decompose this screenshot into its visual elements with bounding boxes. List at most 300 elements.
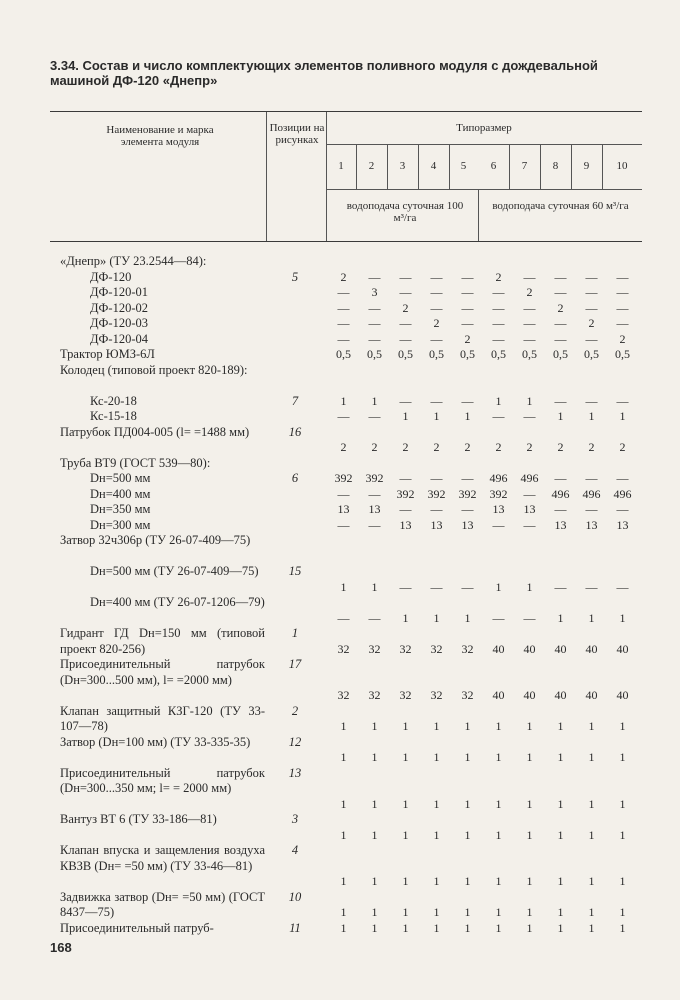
row-value-7: 2 [526,285,533,299]
row-value-9: 1 [588,719,595,733]
row-value-6: 1 [495,393,502,408]
row-value-10: — [616,285,629,299]
row-value-8: 1 [557,750,564,764]
row-value-4: 0,5 [429,347,444,361]
row-value-10: — [616,316,629,330]
header-position: Позиции на рисунках [269,122,325,146]
row-value-1: — [337,409,350,423]
row-value-1: 1 [340,579,347,594]
row-value-7: 1 [526,393,533,408]
row-value-10: 0,5 [615,347,630,361]
row-value-4: — [430,471,443,485]
row-value-5: — [461,269,474,284]
row-value-8: 1 [557,409,564,423]
row-position: 3 [291,812,299,826]
table-row [0,254,680,270]
row-value-8: 1 [557,719,564,733]
row-value-5: 1 [464,920,471,935]
row-value-4: — [430,393,443,408]
row-value-10: — [616,393,629,408]
row-value-5: 1 [464,905,471,919]
row-name: ДФ-120-04 [90,331,148,346]
row-value-1: 0,5 [336,347,351,361]
row-value-9: 1 [588,750,595,764]
table-row [0,363,680,394]
row-value-3: 32 [399,641,412,656]
header-digit-5: 5 [460,160,467,172]
row-name: Присоединительный патрубок (Dн=300...350 мм; l= = 2000 мм) [60,765,265,795]
row-name: Dн=300 мм [90,517,151,532]
row-value-6: 496 [489,471,508,485]
row-value-10: 1 [619,719,626,733]
row-value-9: 2 [588,316,595,330]
row-value-7: 40 [523,641,536,656]
row-value-3: 0,5 [398,347,413,361]
row-value-9: 2 [588,440,595,454]
row-value-2: — [368,269,381,284]
row-name: Dн=500 мм [90,471,151,485]
row-value-8: — [554,316,567,330]
row-value-8: 1 [557,610,564,625]
row-position: 11 [289,920,301,935]
row-value-5: 1 [464,610,471,625]
row-value-3: — [399,285,412,299]
row-value-5: 32 [461,641,474,656]
row-value-8: — [554,502,567,516]
row-value-2: — [368,331,381,346]
row-value-4: 32 [430,641,443,656]
row-value-7: 40 [523,688,536,702]
row-value-8: 1 [557,796,564,811]
table-row [0,766,680,813]
row-value-8: 0,5 [553,347,568,361]
row-value-6: 392 [489,486,508,501]
table-row [0,812,680,843]
row-value-5: — [461,300,474,315]
row-value-10: — [616,300,629,315]
row-value-3: 1 [402,874,409,888]
row-value-10: 1 [619,750,626,764]
table-row [0,518,680,534]
row-value-2: 1 [371,393,378,408]
row-name: ДФ-120-01 [90,285,148,299]
row-value-7: 2 [526,440,533,454]
row-value-7: 1 [526,874,533,888]
row-value-8: — [554,285,567,299]
row-value-10: 1 [619,827,626,842]
row-value-7: 1 [526,719,533,733]
row-value-4: 1 [433,796,440,811]
row-name: Клапан впуска и защемления воздуха КВЗВ (Dн= =50 мм) (ТУ 33-46—81) [60,843,265,873]
row-value-9: — [585,471,598,485]
header-digit-8: 8 [552,160,559,172]
row-value-4: 1 [433,750,440,764]
header-digit-2: 2 [368,160,375,172]
row-value-9: 1 [588,610,595,625]
row-value-5: — [461,471,474,485]
row-value-6: 13 [492,502,505,516]
row-value-6: 1 [495,750,502,764]
row-value-6: 0,5 [491,347,506,361]
row-value-4: 1 [433,610,440,625]
row-value-5: 2 [464,440,471,454]
row-value-9: — [585,502,598,516]
row-value-3: 1 [402,719,409,733]
row-value-5: — [461,285,474,299]
row-value-8: 1 [557,905,564,919]
table-row [0,704,680,735]
row-value-2: 1 [371,827,378,842]
row-value-2: 2 [371,440,378,454]
row-value-5: 1 [464,796,471,811]
row-value-3: 1 [402,827,409,842]
row-position: 13 [288,765,302,780]
row-value-7: — [523,517,536,532]
row-value-3: 1 [402,796,409,811]
row-position: 10 [288,889,302,904]
row-value-1: 1 [340,920,347,935]
row-value-2: — [368,610,381,625]
header-digit-1: 1 [338,160,344,172]
row-value-10: — [616,502,629,516]
table-row [0,890,680,921]
row-value-3: 32 [399,688,412,702]
row-value-10: 1 [619,610,626,625]
row-value-2: — [368,316,381,330]
row-value-10: 1 [619,409,626,423]
row-value-3: 1 [402,409,409,423]
row-value-5: — [461,502,474,516]
row-value-9: 1 [588,874,595,888]
row-value-4: 32 [430,688,443,702]
row-value-6: 1 [495,905,502,919]
row-value-4: — [430,300,443,315]
row-name: Колодец (типовой проект 820-189): [60,362,248,377]
row-value-5: 1 [464,750,471,764]
row-value-7: 1 [526,827,533,842]
row-value-7: 1 [526,905,533,919]
row-value-9: 40 [585,688,598,702]
row-value-4: 2 [433,316,440,330]
row-value-10: — [616,579,629,594]
row-value-4: 1 [433,719,440,733]
row-value-5: 1 [464,409,471,423]
row-value-3: 2 [402,300,409,315]
row-value-4: 1 [433,905,440,919]
table-row [0,471,680,487]
row-name: ДФ-120-02 [90,300,148,315]
row-value-7: — [523,486,536,501]
row-value-1: — [337,486,350,501]
row-value-5: 1 [464,827,471,842]
header-digit-6: 6 [490,160,497,172]
row-value-7: — [523,409,536,423]
row-name: Труба ВТ9 (ГОСТ 539—80): [60,455,211,470]
row-name: Патрубок ПД004-005 (l= =1488 мм) [60,424,250,439]
row-value-2: 0,5 [367,347,382,361]
table-row [0,487,680,503]
row-value-2: — [368,409,381,423]
row-value-6: — [492,409,505,423]
row-value-3: — [399,316,412,330]
row-value-8: — [554,471,567,485]
row-value-7: — [523,610,536,625]
row-value-4: 13 [430,517,443,532]
header-digit-3: 3 [399,160,406,172]
row-position: 17 [288,657,302,671]
row-name: Задвижка затвор (Dн= =50 мм) (ГОСТ 8437—75) [60,889,265,919]
row-value-2: 32 [368,641,381,656]
row-value-2: 1 [371,796,378,811]
row-value-4: 1 [433,920,440,935]
row-value-6: — [492,316,505,330]
row-value-1: 1 [340,905,347,919]
table-row [0,502,680,518]
row-value-1: — [337,517,350,532]
row-value-4: 1 [433,827,440,842]
row-value-6: — [492,517,505,532]
row-value-10: 496 [613,486,632,501]
row-value-2: 1 [371,719,378,733]
row-value-10: 1 [619,796,626,811]
table-row [0,843,680,890]
row-value-1: 392 [334,471,353,485]
row-value-1: 1 [340,750,347,764]
table-row [0,921,680,937]
row-value-6: — [492,285,505,299]
row-name: Гидрант ГД Dн=150 мм (типовой проект 820-256) [60,626,265,656]
row-value-1: — [337,316,350,330]
row-value-9: 1 [588,905,595,919]
row-value-2: 32 [368,688,381,702]
row-value-1: — [337,610,350,625]
row-name: Затвор (Dн=100 мм) (ТУ 33-335-35) [60,734,251,749]
row-value-9: — [585,269,598,284]
row-value-1: 32 [337,688,350,702]
table-row [0,595,680,626]
row-value-1: 2 [340,269,347,284]
row-value-4: — [430,502,443,516]
row-value-9: 1 [588,920,595,935]
row-name: «Днепр» (ТУ 23.2544—84): [60,254,207,268]
row-value-6: 1 [495,827,502,842]
row-name: Затвор 32ч306р (ТУ 26-07-409—75) [60,533,251,547]
row-value-9: 13 [585,517,598,532]
row-position: 15 [288,564,302,578]
row-value-4: 392 [427,486,446,501]
row-value-8: 496 [551,486,570,501]
row-value-9: — [585,285,598,299]
row-value-9: — [585,300,598,315]
row-value-5: — [461,579,474,594]
row-value-6: 40 [492,688,505,702]
row-value-7: 1 [526,920,533,935]
row-value-10: 40 [616,688,629,702]
table-row [0,626,680,657]
row-value-4: — [430,579,443,594]
row-name: Присоединительный патрубок (Dн=300...500 мм), l= =2000 мм) [60,657,265,687]
table-row [0,332,680,348]
row-value-1: 2 [340,440,347,454]
row-value-9: 1 [588,827,595,842]
row-value-8: — [554,393,567,408]
table-row [0,285,680,301]
row-value-9: — [585,331,598,346]
row-position: 2 [291,703,299,718]
table-row [0,316,680,332]
row-value-6: — [492,300,505,315]
row-value-5: 1 [464,874,471,888]
row-value-7: 1 [526,750,533,764]
row-value-5: 32 [461,688,474,702]
row-value-4: — [430,331,443,346]
row-value-2: — [368,486,381,501]
row-value-9: 496 [582,486,601,501]
row-value-2: 392 [365,471,384,485]
row-value-8: — [554,331,567,346]
row-value-8: 1 [557,827,564,842]
row-value-4: — [430,285,443,299]
row-value-1: — [337,300,350,315]
row-value-2: 3 [371,285,378,299]
table-row [0,347,680,363]
row-position: 7 [291,393,299,408]
table-row [0,564,680,595]
row-value-3: 13 [399,517,412,532]
row-name: Присоединительный патруб- [60,920,214,935]
row-value-5: 0,5 [460,347,475,361]
row-value-1: 1 [340,719,347,733]
row-value-9: — [585,393,598,408]
row-value-3: 2 [402,440,409,454]
row-value-3: — [399,393,412,408]
table-row [0,533,680,564]
row-value-1: — [337,285,350,299]
row-value-4: 1 [433,409,440,423]
row-value-1: — [337,331,350,346]
row-value-5: 2 [464,331,471,346]
row-name: Dн=500 мм (ТУ 26-07-409—75) [90,564,259,578]
row-name: Клапан защитный КЗГ-120 (ТУ 33-107—78) [60,703,265,733]
row-position: 12 [288,734,302,749]
row-value-7: — [523,300,536,315]
row-value-10: — [616,269,629,284]
row-value-10: 1 [619,874,626,888]
row-value-5: — [461,393,474,408]
page-number: 168 [50,940,72,955]
row-value-3: — [399,269,412,284]
row-value-6: — [492,610,505,625]
row-value-8: 40 [554,688,567,702]
row-value-7: 1 [526,579,533,594]
row-value-3: — [399,471,412,485]
row-position: 4 [291,843,299,857]
row-value-6: — [492,331,505,346]
row-value-6: 1 [495,874,502,888]
row-value-9: 1 [588,409,595,423]
row-name: Кс-20-18 [90,393,137,408]
row-value-7: 496 [520,471,539,485]
row-value-1: 32 [337,641,350,656]
row-value-2: 1 [371,920,378,935]
row-value-6: 1 [495,920,502,935]
row-value-7: — [523,331,536,346]
row-value-4: 2 [433,440,440,454]
header-digit-7: 7 [521,160,528,172]
table-row [0,270,680,286]
row-name: Вантуз ВТ 6 (ТУ 33-186—81) [60,812,217,826]
row-value-3: — [399,579,412,594]
row-value-8: 13 [554,517,567,532]
row-value-2: 13 [368,502,381,516]
row-value-3: 392 [396,486,415,501]
row-value-2: — [368,517,381,532]
row-value-10: 13 [616,517,629,532]
table-row [0,409,680,425]
header-group-100: водоподача суточная 100 м³/га [346,200,464,224]
row-name: Трактор ЮМЗ-6Л [60,347,155,361]
row-name: Dн=400 мм [90,486,151,501]
row-value-3: 1 [402,920,409,935]
row-value-3: 1 [402,610,409,625]
row-value-8: — [554,269,567,284]
row-value-6: 1 [495,719,502,733]
table-row [0,301,680,317]
row-value-6: 1 [495,796,502,811]
row-value-10: 40 [616,641,629,656]
row-value-2: 1 [371,579,378,594]
row-value-1: 1 [340,796,347,811]
row-name: ДФ-120-03 [90,316,148,330]
row-value-10: 2 [619,331,626,346]
row-name: Кс-15-18 [90,409,137,423]
row-value-10: — [616,471,629,485]
row-value-8: 40 [554,641,567,656]
table-row [0,657,680,704]
row-value-7: 1 [526,796,533,811]
row-value-8: 1 [557,874,564,888]
row-value-2: 1 [371,874,378,888]
row-value-9: 40 [585,641,598,656]
row-value-7: 13 [523,502,536,516]
row-value-1: 1 [340,393,347,408]
row-value-3: 1 [402,750,409,764]
row-name: ДФ-120 [90,269,132,284]
row-value-8: — [554,579,567,594]
header-types: Типоразмер [456,122,512,134]
row-value-9: 0,5 [584,347,599,361]
row-value-2: 1 [371,750,378,764]
header-digit-10: 10 [616,160,628,172]
row-value-1: 1 [340,874,347,888]
row-value-6: 2 [495,440,502,454]
row-position: 16 [288,424,302,439]
row-position: 5 [291,269,299,284]
row-value-3: — [399,331,412,346]
row-value-6: 2 [495,269,502,284]
row-value-8: 2 [557,440,564,454]
row-value-10: 1 [619,905,626,919]
row-position: 6 [291,471,299,485]
row-value-5: 392 [458,486,477,501]
row-value-5: 13 [461,517,474,532]
row-value-7: 0,5 [522,347,537,361]
row-value-8: 1 [557,920,564,935]
row-name: Dн=350 мм [90,502,151,516]
row-value-2: — [368,300,381,315]
row-value-8: 2 [557,300,564,315]
row-value-7: — [523,269,536,284]
